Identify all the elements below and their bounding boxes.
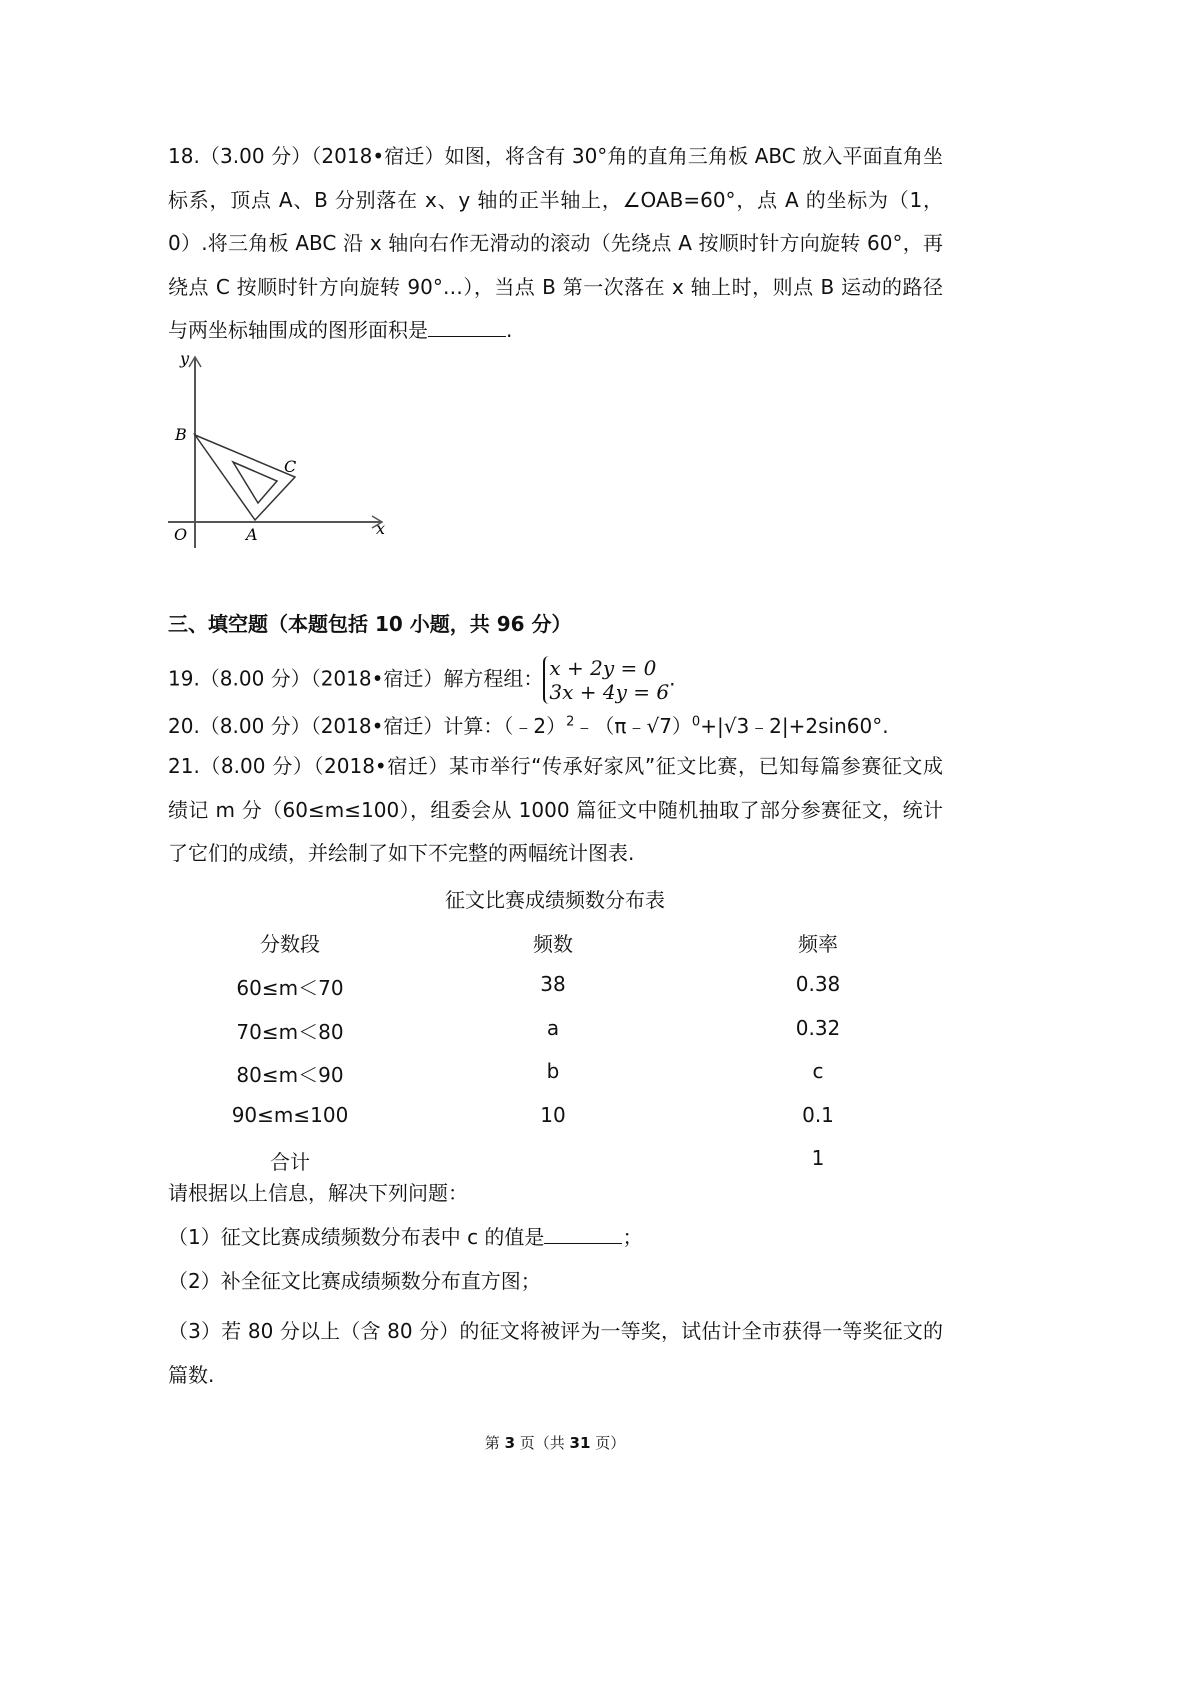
semicolon: ； [622, 1225, 643, 1249]
table-cell: 1 [811, 1146, 825, 1171]
question-19-text: 19.（8.00 分）（2018•宿迁）解方程组： [168, 666, 544, 691]
q20-tail: +|√3﹣2|+2sin60°. [700, 714, 889, 738]
triangle-abc [195, 435, 295, 520]
part-2: （2）补全征文比赛成绩频数分布直方图； [168, 1269, 541, 1293]
inner-triangle [233, 462, 277, 503]
table-cell: 10 [540, 1102, 566, 1127]
table-cell: 70≤m＜80 [236, 1019, 344, 1044]
table-cell: 38 [540, 972, 566, 996]
table-cell: a [546, 1015, 560, 1040]
label-a: A [246, 525, 258, 544]
table-cell: 60≤m＜70 [236, 976, 344, 1000]
table-cell: 合计 [270, 1150, 310, 1175]
question-21-text: 21.（8.00 分）（2018•宿迁）某市举行“传承好家风”征文比赛，已知每篇参赛征文成绩记 m 分（60≤m≤100），组委会从 1000 篇征文中随机抽取了部分参赛征文，统计了它们的成绩，并绘制了如下不完整的两幅统计图表. [168, 754, 943, 865]
footer-text: 页） [590, 1434, 626, 1452]
q20-mid: ﹣（π﹣√7） [574, 714, 692, 738]
instructions: 请根据以上信息，解决下列问题： [168, 1181, 468, 1205]
page-footer [0, 1432, 1110, 1453]
table-header: 频数 [533, 932, 573, 956]
question-20 [168, 710, 889, 739]
equation-system [543, 656, 669, 704]
label-c: C [284, 457, 297, 476]
total-pages: 31 [569, 1434, 591, 1452]
triangle-figure [160, 345, 400, 555]
question-18-text: 18.（3.00 分）（2018•宿迁）如图，将含有 30°角的直角三角板 ABC 放入平面直角坐标系，顶点 A、B 分别落在 x、y 轴的正半轴上，∠OAB=60°，点 A 的坐标为（1，0）.将三角板 ABC 沿 x 轴向右作无滑动的滚动（先绕点 A 按顺时针方向旋转 60°，再绕点 C 按顺时针方向旋转 90°…），当点 B 第一次落在 x 轴上时，则点 B 运动的路径与两坐标轴围成的图形面积是 [168, 144, 943, 342]
table-cell: b [546, 1059, 560, 1084]
period: . [506, 318, 513, 342]
section-heading: 三、填空题（本题包括 10 小题，共 96 分） [168, 612, 572, 636]
exponent: 0 [691, 714, 701, 730]
label-b: B [175, 425, 187, 444]
footer-text: 页（共 [515, 1434, 570, 1452]
answer-blank [428, 318, 506, 337]
answer-blank [544, 1225, 622, 1244]
label-x: x [376, 519, 386, 538]
question-19 [168, 656, 675, 704]
table-title: 征文比赛成绩频数分布表 [445, 888, 665, 912]
label-y: y [180, 349, 190, 368]
table-header: 分数段 [260, 932, 320, 956]
equation-1: x + 2y = 0 [549, 656, 657, 680]
exponent: 2 [566, 714, 575, 730]
table-cell: 0.1 [802, 1102, 834, 1127]
table-cell: c [812, 1059, 824, 1084]
q20-prefix: 20.（8.00 分）（2018•宿迁）计算：（﹣2） [168, 714, 567, 738]
table-cell: 0.38 [795, 972, 841, 996]
equation-2: 3x + 4y = 6 [549, 680, 670, 704]
table-cell: 90≤m≤100 [231, 1102, 349, 1127]
page-number: 3 [504, 1434, 515, 1452]
part-1 [168, 1221, 642, 1250]
question-18 [168, 135, 943, 353]
table-cell: 0.32 [795, 1015, 841, 1040]
label-o: O [174, 525, 188, 544]
part-1-text: （1）征文比赛成绩频数分布表中 c 的值是 [168, 1225, 545, 1249]
part-3: （3）若 80 分以上（含 80 分）的征文将被评为一等奖，试估计全市获得一等奖征文的篇数. [168, 1319, 943, 1387]
period: . [669, 666, 676, 691]
table-cell: 80≤m＜90 [236, 1063, 344, 1088]
footer-text: 第 [484, 1434, 505, 1452]
table-header: 频率 [798, 932, 838, 956]
